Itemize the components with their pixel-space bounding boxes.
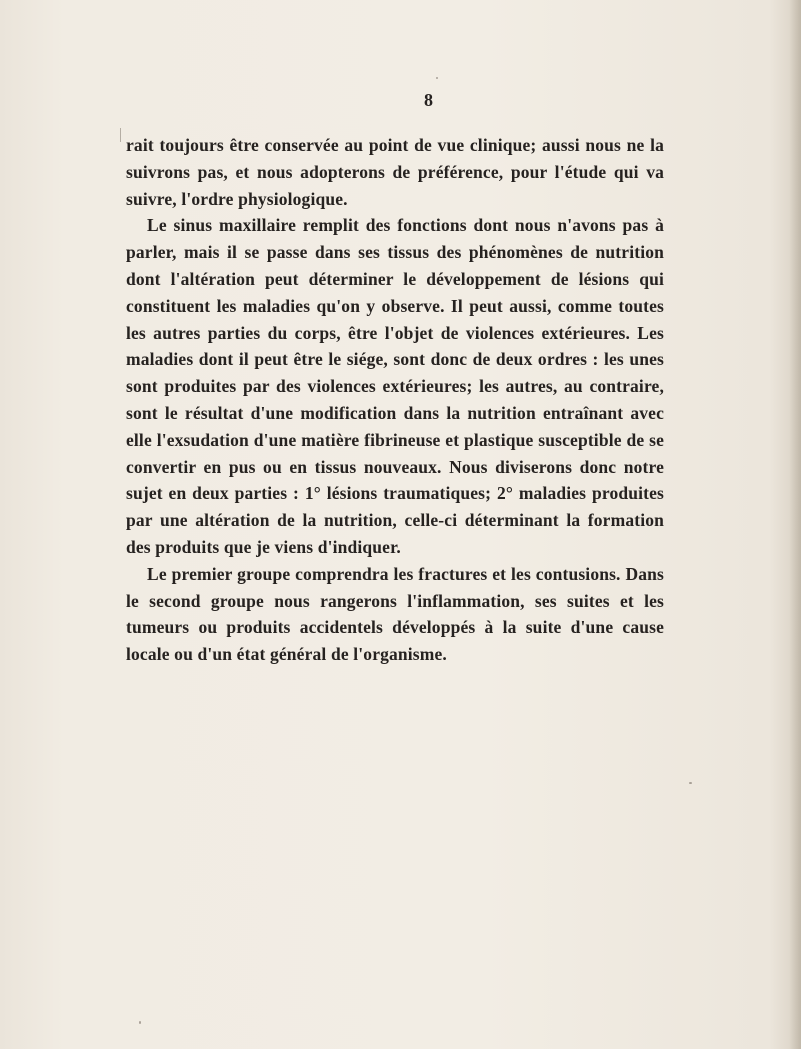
page-number: 8 (424, 90, 433, 110)
paper-speck (689, 782, 692, 784)
paragraph: Le premier groupe comprendra les fractures et les contusions. Dans le second groupe nous rangerons l'inflammation, ses suites et les tumeurs ou produits accidentels développés à la suite d'une cause locale ou d'un état général de l'organisme. (126, 563, 664, 665)
paragraph: rait toujours être conservée au point de vue clinique; aussi nous ne la suivrons pas, et nous adopterons de préférence, pour l'étude qui va suivre, l'ordre physiologique. (126, 135, 664, 209)
paragraph: Le sinus maxillaire remplit des fonctions dont nous n'avons pas à parler, mais il se passe dans ses tissus des phénomènes de nutrition dont l'altération peut déterminer le développement de lésions qui constituent les maladies qu'on y observe. Il peut aussi, comme toutes les autres parties du corps, être l'objet de violences extérieures. Les maladies dont il peut être le siége, sont donc de deux ordres : les unes sont produites par des violences extérieures; les autres, au contraire, sont le résultat d'une modification dans la nutrition entraînant avec elle l'exsudation d'une matière fibrineuse et plastique susceptible de se convertir en pus ou en tissus nouveaux. Nous diviserons donc notre sujet en deux parties : 1° lésions traumatiques; 2° maladies produites par une altération de la nutrition, celle-ci déterminant la formation des produits que je viens d'indiquer. (126, 215, 664, 557)
margin-mark (120, 128, 125, 142)
paper-speck (436, 77, 438, 79)
body-text (126, 132, 664, 668)
page-edge-shadow (789, 0, 801, 1049)
paper-speck (139, 1021, 141, 1024)
